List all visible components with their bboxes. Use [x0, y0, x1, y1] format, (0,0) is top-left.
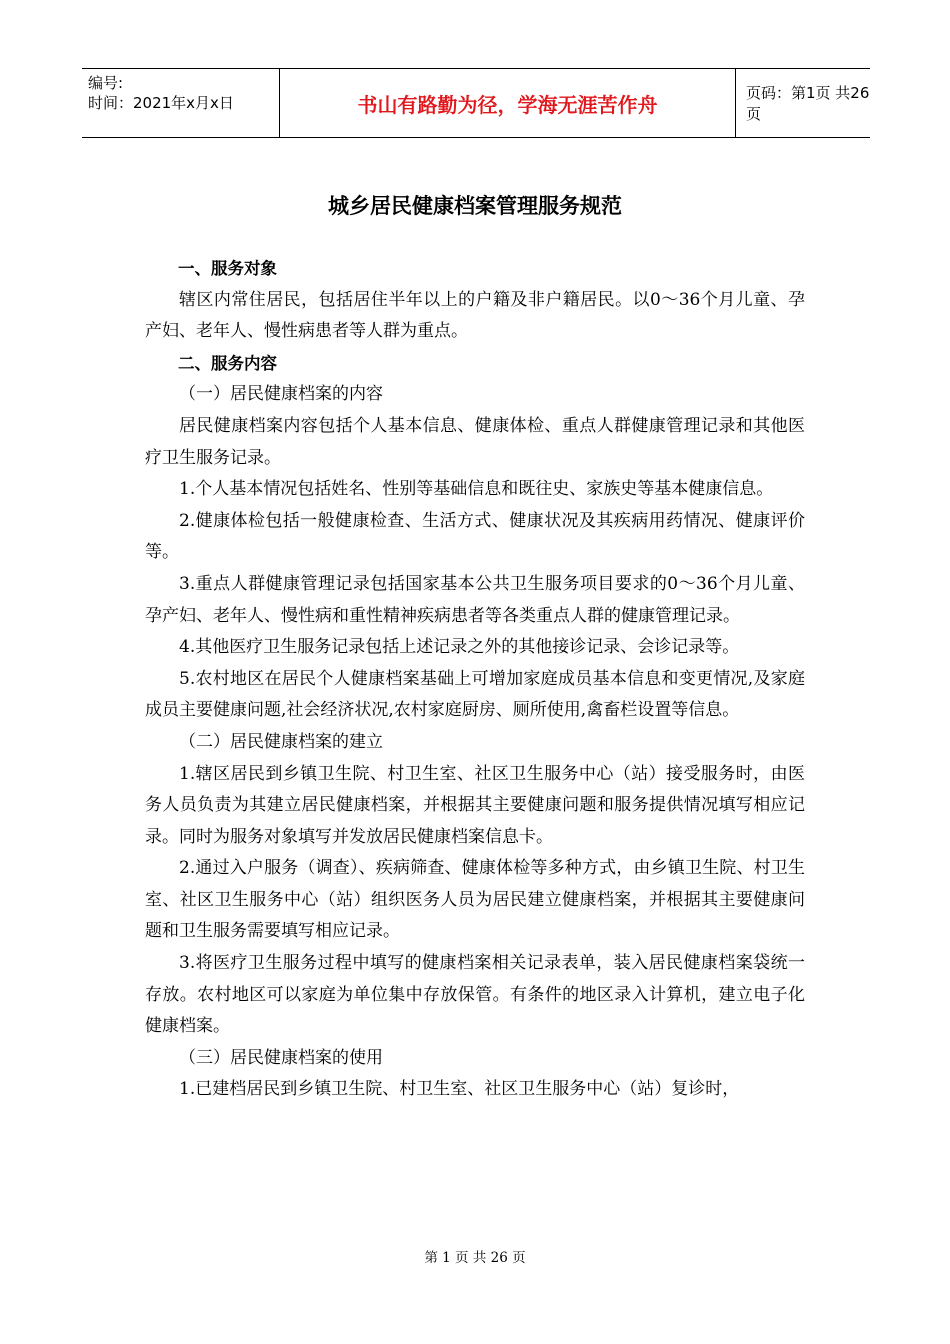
paragraph: 居民健康档案内容包括个人基本信息、健康体检、重点人群健康管理记录和其他医疗卫生服务记录。 — [145, 415, 805, 468]
section-heading: 一、服务对象 — [178, 259, 277, 278]
paragraph: 1.辖区居民到乡镇卫生院、村卫生室、社区卫生服务中心（站）接受服务时，由医务人员负责为其建立居民健康档案，并根据其主要健康问题和服务提供情况填写相应记录。同时为服务对象填写并发放居民健康档案信息卡。 — [145, 763, 805, 847]
paragraph: 5.农村地区在居民个人健康档案基础上可增加家庭成员基本信息和变更情况,及家庭成员主要健康问题,社会经济状况,农村家庭厨房、厕所使用,禽畜栏设置等信息。 — [145, 668, 805, 721]
paragraph: 3.重点人群健康管理记录包括国家基本公共卫生服务项目要求的0～36个月儿童、孕产妇、老年人、慢性病和重性精神疾病患者等各类重点人群的健康管理记录。 — [145, 573, 805, 626]
page-header — [82, 68, 870, 138]
paragraph: 2.健康体检包括一般健康检查、生活方式、健康状况及其疾病用药情况、健康评价等。 — [145, 510, 805, 563]
subsection-heading: （二）居民健康档案的建立 — [179, 731, 383, 752]
paragraph: 3.将医疗卫生服务过程中填写的健康档案相关记录表单，装入居民健康档案袋统一存放。农村地区可以家庭为单位集中存放保管。有条件的地区录入计算机，建立电子化健康档案。 — [145, 953, 805, 1037]
subsection-heading: （三）居民健康档案的使用 — [179, 1047, 383, 1068]
section-heading: 二、服务内容 — [178, 353, 277, 373]
paragraph: 4.其他医疗卫生服务记录包括上述记录之外的其他接诊记录、会诊记录等。 — [179, 637, 740, 658]
document-body — [145, 253, 805, 1106]
paragraph: 2.通过入户服务（调查）、疾病筛查、健康体检等多种方式，由乡镇卫生院、村卫生室、社区卫生服务中心（站）组织医务人员为居民建立健康档案，并根据其主要健康问题和卫生服务需要填写相应记录。 — [145, 858, 805, 942]
paragraph: 1.已建档居民到乡镇卫生院、村卫生室、社区卫生服务中心（站）复诊时， — [179, 1079, 740, 1100]
paragraph: 1.个人基本情况包括姓名、性别等基础信息和既往史、家族史等基本健康信息。 — [179, 479, 774, 500]
document-title: 城乡居民健康档案管理服务规范 — [328, 194, 622, 218]
header-page-number: 页码：第1页 共26页 — [746, 84, 870, 123]
subsection-heading: （一）居民健康档案的内容 — [179, 384, 383, 405]
document-time-label: 时间：2021年x月x日 — [88, 94, 234, 112]
page-footer: 第 1 页 共 26 页 — [424, 1250, 526, 1266]
document-number-label: 编号: — [88, 74, 124, 92]
header-motto: 书山有路勤为径，学海无涯苦作舟 — [280, 69, 736, 137]
paragraph: 辖区内常住居民，包括居住半年以上的户籍及非户籍居民。以0～36个月儿童、孕产妇、老年人、慢性病患者等人群为重点。 — [145, 289, 805, 342]
header-info-cell — [82, 69, 280, 137]
